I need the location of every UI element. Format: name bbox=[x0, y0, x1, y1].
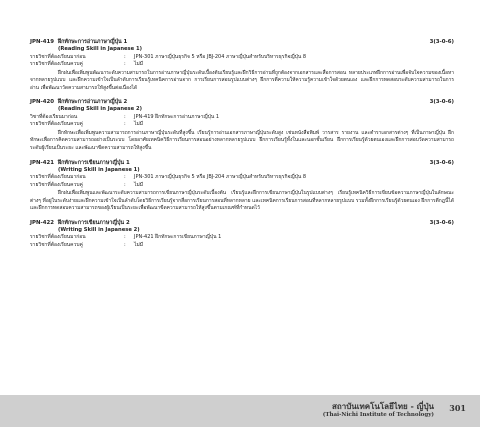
colon: : bbox=[124, 181, 126, 188]
course-entry bbox=[30, 159, 454, 213]
course-code: JPN-419 bbox=[30, 39, 54, 45]
course-title-en: (Writing Skill in Japanese 2) bbox=[58, 226, 140, 233]
coreq-value: ไม่มี bbox=[134, 241, 144, 248]
coreq-label: รายวิชาที่ต้องเรียนควบคู่ bbox=[30, 181, 83, 188]
colon: : bbox=[124, 61, 126, 67]
prereq-value: JPN-421 ฝึกทักษะการเขียนภาษาญี่ปุ่น 1 bbox=[134, 234, 222, 241]
course-entry bbox=[30, 98, 454, 152]
coreq-value: ไม่มี bbox=[134, 61, 144, 67]
course-title-en: (Reading Skill in Japanese 1) bbox=[58, 46, 142, 52]
institute-name-en: (Thai-Nichi Institute of Technology) bbox=[322, 412, 434, 418]
coreq-label: รายวิชาที่ต้องเรียนควบคู่ bbox=[30, 241, 83, 248]
course-code: JPN-421 bbox=[30, 159, 54, 166]
course-entry bbox=[30, 38, 454, 92]
course-credits: 3(3-0-6) bbox=[429, 99, 454, 106]
course-description: ฝึกฝนเพื่อเพิ่มพูนพัฒนาระดับความสามารถในการอ่านภาษาญี่ปุ่นระดับเบื้องต้นเรียนรู้และฝึกวิธีการอ่านที่ถูกต้องจากเอกสารและสื่อการสอน หลายประเภทฝึกการอ่านเพื่อจับใจความของเนื้อหาจากหลายรูปแบบ และฝึกความเข้าใจเป็นลำดับการเรียนรู้เทคนิคการอ่านจาก การเรียนการสอนรูปแบบต่างๆ ฝึกการตีความให้ความรู้ความเข้าใจด้วยตนเอง และฝึกการทดสอบระดับความสามารถในการอ่าน เพื่อพัฒนาวัดความสามารถให้สูงขึ้นต่อเนื่องได้ bbox=[30, 69, 454, 91]
course-code: JPN-422 bbox=[30, 219, 54, 226]
coreq-label: รายวิชาที่ต้องเรียนควบคู่ bbox=[30, 121, 83, 128]
footer-institute bbox=[323, 401, 434, 419]
course-title-th: ฝึกทักษะการเขียนภาษาญี่ปุ่น 2 bbox=[58, 219, 130, 226]
colon: : bbox=[124, 113, 126, 120]
course-title-th: ฝึกทักษะการอ่านภาษาญี่ปุ่น 1 bbox=[58, 39, 128, 45]
course-list bbox=[30, 38, 454, 255]
coreq-value: ไม่มี bbox=[134, 121, 144, 128]
institute-name-th: สถาบันเทคโนโลยีไทย - ญี่ปุ่น bbox=[331, 401, 434, 411]
prereq-value: JPN-301 ภาษาญี่ปุ่นธุรกิจ 5 หรือ JBJ-204 ภาษาญี่ปุ่นสำหรับบริหารธุรกิจญี่ปุ่น 8 bbox=[134, 174, 307, 181]
page-number: 301 bbox=[449, 403, 466, 413]
course-credits: 3(3-0-6) bbox=[429, 159, 454, 166]
course-title-en: (Writing Skill in Japanese 1) bbox=[58, 166, 140, 173]
prereq-label: วิชาที่ต้องเรียนมาก่อน bbox=[30, 113, 78, 120]
prereq-value: JPN-419 ฝึกทักษะการอ่านภาษาญี่ปุ่น 1 bbox=[134, 113, 220, 120]
course-title-en: (Reading Skill in Japanese 2) bbox=[58, 106, 142, 113]
coreq-value: ไม่มี bbox=[134, 181, 144, 188]
prereq-label: รายวิชาที่ต้องเรียนมาก่อน bbox=[30, 53, 86, 60]
coreq-label: รายวิชาที่ต้องเรียนควบคู่ bbox=[30, 61, 83, 67]
colon: : bbox=[124, 241, 126, 248]
course-title-th: ฝึกทักษะการอ่านภาษาญี่ปุ่น 2 bbox=[58, 99, 128, 106]
prereq-label: รายวิชาที่ต้องเรียนมาก่อน bbox=[30, 234, 86, 241]
course-code: JPN-420 bbox=[30, 99, 54, 106]
course-credits: 3(3-0-6) bbox=[429, 219, 454, 226]
colon: : bbox=[124, 53, 126, 60]
course-description: ฝึกทักษะเพื่อเพิ่มพูนความสามารถการอ่านภาษาญี่ปุ่นระดับที่สูงขึ้น เรียนรู้การอ่านเอกสารภาษาญี่ปุ่นระดับสูง เช่นหนังสือพิมพ์ วารสาร รายงาน และตำราเอกสารต่างๆ ที่เป็นภาษาญี่ปุ่น ฝึกทักษะเพื่อการคิดความสามารถอย่างเป็นระบบ โดยอาศัยเทคนิควิธีการเรียนการสอนอย่างหลากหลายรูปแบบ ฝึกการเรียนรู้ทั้งในและนอกชั้นเรียน ฝึกการเรียนรู้ด้วยตนเองและฝึกการสอบวัดความสามารถระดับผู้เรียนเป็นระยะ และพัฒนาขีดความสามารถให้สูงขึ้น bbox=[30, 129, 454, 151]
colon: : bbox=[124, 234, 126, 241]
course-description: ฝึกฝนเพื่อเพิ่มพูนและพัฒนาระดับความสามารถการเขียนภาษาญี่ปุ่นระดับเบื้องต้น เรียนรู้และฝึกการเขียนภาษาญี่ปุ่นในรูปแบบต่างๆ เรียนรู้เทคนิควิธีการเขียนข้อความภาษาญี่ปุ่นในลักษณะต่างๆ ที่อยู่ในระดับง่ายและฝึกความเข้าใจเป็นลำดับโดยวิธีการเรียนรู้จากสื่อการเรียนการสอนที่หลากหลาย และเทคนิคการเรียนการสอนที่หลากหลายรูปแบบ รวมทั้งฝึกการเรียนรู้ด้วยตนเอง ฝึกการตีกฎนี้ได้และฝึกการทดสอบความสามารถของผู้เรียนเป็นระยะเพื่อพัฒนาขีดความสามารถให้สูงขึ้นตามเกณฑ์ที่กำหนดไว้ bbox=[30, 190, 454, 212]
course-title-th: ฝึกทักษะการเขียนภาษาญี่ปุ่น 1 bbox=[58, 159, 130, 166]
prereq-label: รายวิชาที่ต้องเรียนมาก่อน bbox=[30, 174, 86, 181]
course-entry bbox=[30, 219, 454, 250]
colon: : bbox=[124, 121, 126, 128]
colon: : bbox=[124, 174, 126, 181]
course-credits: 3(3-0-6) bbox=[429, 39, 454, 45]
prereq-value: JPN-301 ภาษาญี่ปุ่นธุรกิจ 5 หรือ JBJ-204 ภาษาญี่ปุ่นสำหรับบริหารธุรกิจญี่ปุ่น 8 bbox=[134, 53, 307, 60]
